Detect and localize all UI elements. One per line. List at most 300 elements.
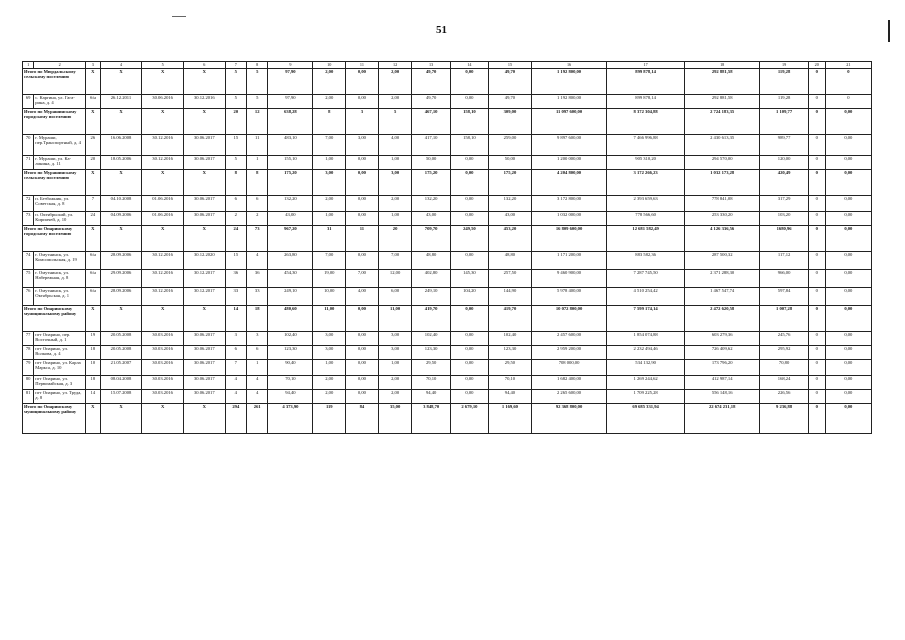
table-cell: 3 [225,332,246,346]
table-cell: 7,00 [346,270,379,288]
table-cell: 0,00 [450,390,488,404]
table-cell: 0 [808,252,825,270]
row-number-cell: 76 [23,288,34,306]
table-cell: 420,49 [760,170,808,196]
table-cell: 4 510 254,42 [607,288,685,306]
table-cell: 0,00 [450,156,488,170]
address-cell: п. Безбожник, ул. Советская, д. 8 [34,196,86,212]
table-cell: 2 371 288,30 [684,270,759,288]
table-cell: 24 [86,212,101,226]
table-cell: 2 [247,212,268,226]
table-cell: 7 466 996,88 [607,135,685,156]
header-number-cell: 11 [346,62,379,69]
table-cell: 69 685 331,94 [607,404,685,434]
table-cell: 1680,96 [760,226,808,252]
table-cell: 226,56 [760,390,808,404]
data-table [22,61,872,434]
edge-mark [888,20,890,42]
subtotal-row [23,109,872,135]
header-number-cell: 21 [825,62,871,69]
row-number-cell: 72 [23,196,34,212]
table-cell: 534 132,90 [607,360,685,376]
table-cell: 989,77 [760,135,808,156]
table-row [23,376,872,390]
table-cell: 2,00 [378,376,412,390]
table-row [23,346,872,360]
table-cell: 2 265 600,00 [531,390,606,404]
table-cell: 70,10 [268,376,313,390]
table-cell: 11,00 [313,306,346,332]
header-number-cell: 6 [183,62,225,69]
table-cell: 905 310,20 [607,156,685,170]
table-cell: 01.06.2016 [142,212,184,226]
table-cell: 0,00 [450,196,488,212]
row-number-cell: 77 [23,332,34,346]
table-cell: 467,10 [412,109,450,135]
table-cell: 49,70 [412,95,450,109]
table-cell: X [183,170,225,196]
row-number-cell: 75 [23,270,34,288]
table-cell: 155,10 [268,156,313,170]
table-cell: 292 881,58 [684,95,759,109]
table-cell: 899 878,14 [607,69,685,95]
table-cell: 14 [86,390,101,404]
row-number-cell: 80 [23,376,34,390]
address-cell: пгт Опарино, ул. Труда, д. 8 [34,390,86,404]
table-cell: 132,20 [412,196,450,212]
table-cell: 412 987,14 [684,376,759,390]
table-cell: 419,70 [489,306,532,332]
table-cell: 0,00 [450,360,488,376]
table-cell: 597,84 [760,288,808,306]
table-cell: 123,30 [489,346,532,360]
table-cell: 1 032 173,28 [684,170,759,196]
table-cell: 4,00 [378,135,412,156]
table-cell: 14 [225,306,246,332]
table-cell: 0,00 [346,332,379,346]
table-cell: 2,00 [313,95,346,109]
row-number-cell: 71 [23,156,34,170]
table-cell: 1,00 [378,156,412,170]
table-cell: 556 148,16 [684,390,759,404]
table-cell: 0,00 [346,376,379,390]
table-cell: 173 796,20 [684,360,759,376]
table-cell: 0 [808,332,825,346]
table-cell: 0,00 [346,69,379,95]
table-cell: 7,00 [313,252,346,270]
table-cell: X [183,404,225,434]
table-cell: 3 172 800,00 [531,196,606,212]
table-cell: 0,00 [450,346,488,360]
address-cell: пгт Опарино, пер. Восточный, д. 1 [34,332,86,346]
table-cell: 28.09.2006 [100,252,142,270]
table-cell: 0,00 [346,170,379,196]
table-cell: 8 [225,170,246,196]
table-cell: 33 [225,288,246,306]
table-cell: X [86,226,101,252]
table-cell: 5 978 400,00 [531,288,606,306]
table-cell: б/н [86,95,101,109]
table-cell: 0,00 [825,156,871,170]
table-cell: 0 [808,226,825,252]
table-cell: 883 582,36 [607,252,685,270]
table-cell: 261 [247,404,268,434]
table-cell: 48,80 [489,252,532,270]
table-cell: 30.12.2016 [142,270,184,288]
table-cell: 1,00 [378,360,412,376]
table-cell: 0,00 [346,252,379,270]
table-cell: 43,00 [268,212,313,226]
table-cell: 483,10 [268,135,313,156]
table-cell: 84 [346,404,379,434]
table-cell: 48,80 [412,252,450,270]
address-cell: пгт Опарино, ул. Карла Маркса, д. 10 [34,360,86,376]
table-cell: 123,30 [268,346,313,360]
table-cell: 0,00 [825,332,871,346]
row-number-cell: 79 [23,360,34,376]
table-cell: 0,00 [450,212,488,226]
table-cell: 3,00 [378,170,412,196]
table-cell: 2 393 659,63 [607,196,685,212]
table-cell: 123,30 [412,346,450,360]
table-cell: 30.03.2016 [142,360,184,376]
table-cell: 709,70 [412,226,450,252]
table-cell: 30.06.2017 [183,390,225,404]
table-cell: 6 [225,346,246,360]
table-cell: 0,00 [450,170,488,196]
table-cell: 33 [247,288,268,306]
table-cell: 26 [86,135,101,156]
subtotal-label: Итого по Мюрдальскому сельскому поселению [23,69,86,95]
table-cell: 50,00 [489,156,532,170]
table-cell: 1 709 225,28 [607,390,685,404]
table-cell: 9 897 600,00 [531,135,606,156]
table-cell: 1,00 [378,212,412,226]
table-row [23,270,872,288]
table-cell: X [142,226,184,252]
table-cell: 132,20 [268,196,313,212]
table-cell: 257,50 [489,270,532,288]
table-cell: 35,00 [378,404,412,434]
header-number-cell: 4 [100,62,142,69]
table-cell: 30.12.2016 [142,156,184,170]
table-cell: 0,00 [825,346,871,360]
table-cell: 402,80 [412,270,450,288]
header-number-cell: 18 [684,62,759,69]
table-cell: 1 682 400,00 [531,376,606,390]
table-cell: 0 [808,135,825,156]
table-cell: 49,70 [489,69,532,95]
table-cell: 5 [247,95,268,109]
table-cell: 119,28 [760,69,808,95]
row-number-cell: 81 [23,390,34,404]
table-cell: 30.06.2017 [183,196,225,212]
table-cell: 1 467 547,74 [684,288,759,306]
table-cell: 0,00 [450,306,488,332]
table-cell: X [100,170,142,196]
table-row [23,135,872,156]
table-cell: 1 200 000,00 [531,156,606,170]
subtotal-label: Итого по Опаринскому муниципальному району [23,306,86,332]
table-cell: X [86,170,101,196]
table-cell: 30.03.2016 [142,390,184,404]
table-cell: 4 204 800,00 [531,170,606,196]
address-cell: г. Омутнинск, ул. Октябрьская, д. 1 [34,288,86,306]
table-cell: 6 [247,196,268,212]
table-cell: 49,70 [489,95,532,109]
table-cell: 117,12 [760,252,808,270]
table-cell: 249,10 [268,288,313,306]
table-cell: 726 409,62 [684,346,759,360]
table-cell: 1 169,60 [489,404,532,434]
table-cell: 0,00 [825,288,871,306]
table-cell: 1,00 [313,156,346,170]
table-cell: 9 236,88 [760,404,808,434]
table-cell: б/н [86,288,101,306]
table-cell: 8 [247,170,268,196]
table-cell: 119,28 [760,95,808,109]
table-cell: 3,00 [313,332,346,346]
table-cell: 10,00 [313,288,346,306]
table-cell: 0,00 [346,95,379,109]
table-cell: 0 [808,170,825,196]
table-cell: 453,20 [489,226,532,252]
table-cell: 90,40 [268,360,313,376]
address-cell: г. Омутнинск, ул. Комсомольская, д. 19 [34,252,86,270]
subtotal-label: Итого по Мурашинскому сельскому поселению [23,170,86,196]
table-cell: 317,29 [760,196,808,212]
table-cell: X [86,404,101,434]
table-cell: 0 [808,196,825,212]
table-cell: 12 [247,109,268,135]
table-cell: 10 072 800,00 [531,306,606,332]
table-cell: 94,40 [412,390,450,404]
table-cell: 30.06.2017 [183,332,225,346]
table-cell: 0,00 [825,212,871,226]
table-cell: 778 841,08 [684,196,759,212]
table-cell: 1 192 800,00 [531,95,606,109]
header-number-cell: 19 [760,62,808,69]
subtotal-row [23,170,872,196]
table-cell: 16 809 600,00 [531,226,606,252]
table-cell: 603 279,36 [684,332,759,346]
table-cell: 0,00 [450,95,488,109]
table-cell: 9 460 900,00 [531,270,606,288]
table-cell: 0,00 [825,252,871,270]
address-cell: пгт Опарино, ул. Первомайская, д. 3 [34,376,86,390]
table-cell: 175,20 [268,170,313,196]
table-cell: 18 [86,346,101,360]
table-cell: X [142,404,184,434]
table-cell: 18 [247,306,268,332]
table-cell: 30.12.2016 [142,288,184,306]
table-cell: 30.03.2016 [142,332,184,346]
header-number-cell: 17 [607,62,685,69]
table-cell: 30.03.2016 [142,376,184,390]
table-cell: 30.12.2017 [183,288,225,306]
subtotal-row [23,226,872,252]
page-number: 51 [436,24,447,36]
table-cell: 18.05.2006 [100,156,142,170]
table-row [23,332,872,346]
table-cell: 778 566,60 [607,212,685,226]
table-cell: 30.03.2016 [142,346,184,360]
table-cell: 638,28 [268,109,313,135]
table-cell: 6,00 [378,288,412,306]
table-cell: 4 [225,376,246,390]
table-cell: 30.06.2017 [183,360,225,376]
table-cell: 292 881,58 [684,69,759,95]
table-cell: X [100,404,142,434]
table-cell: 30.06.2017 [183,135,225,156]
table-cell: 417,10 [412,135,450,156]
header-number-cell: 20 [808,62,825,69]
table-cell: 73 [247,226,268,252]
table-body [23,62,872,434]
table-cell: 15 [225,135,246,156]
table-cell: 967,20 [268,226,313,252]
table-cell: 480,60 [268,306,313,332]
table-cell: X [142,170,184,196]
address-cell: г. Мураши, ул. Ка-линина, д. 11 [34,156,86,170]
table-cell: 49,70 [412,69,450,95]
table-cell: 1 109,77 [760,109,808,135]
table-cell: 2,00 [313,390,346,404]
address-cell: г. Мураши, пер.Транспортный, д. 4 [34,135,86,156]
table-cell: 103,20 [760,212,808,226]
header-number-cell: 16 [531,62,606,69]
table-cell: 4 [225,390,246,404]
table-cell: 145,30 [450,270,488,288]
table-cell: 11 [247,135,268,156]
table-cell: 20.05.2008 [100,346,142,360]
table-cell: 18 [86,376,101,390]
table-cell: 20.05.2008 [100,332,142,346]
table-cell: 0,00 [346,196,379,212]
table-cell: 249,10 [412,288,450,306]
table-cell: 3 172 266,23 [607,170,685,196]
table-cell: 249,50 [450,226,488,252]
header-number-cell: 8 [247,62,268,69]
table-cell: 2,00 [378,95,412,109]
table-cell: 7 599 174,14 [607,306,685,332]
table-cell: 01.06.2016 [142,196,184,212]
table-cell: 2 724 183,35 [684,109,759,135]
subtotal-label: Итого по Опаринскому муниципальному району [23,404,86,434]
table-cell: 50,00 [412,156,450,170]
table-cell: 2,00 [313,376,346,390]
table-cell: 36 [225,270,246,288]
header-number-cell: 1 [23,62,34,69]
table-cell: 245,76 [760,332,808,346]
table-cell: 259,00 [489,135,532,156]
table-cell: 43,00 [412,212,450,226]
subtotal-row [23,69,872,95]
table-cell: 0 [808,404,825,434]
table-cell: 158,10 [450,135,488,156]
table-cell: 30.06.2017 [183,156,225,170]
table-cell: 0,00 [825,306,871,332]
table-cell: 30.12.2016 [142,135,184,156]
table-cell: 3 [346,109,379,135]
table-cell: 3,00 [346,135,379,156]
table-cell: 20 [225,109,246,135]
table-cell: 0 [808,306,825,332]
table-cell: 175,20 [489,170,532,196]
table-cell: 0 [808,288,825,306]
table-cell: 97,90 [268,69,313,95]
table-cell: 0,00 [825,226,871,252]
table-cell: 28.09.2006 [100,288,142,306]
table-cell: 29,50 [489,360,532,376]
table-cell: 11 [346,226,379,252]
header-number-row [23,62,872,69]
table-cell: X [86,306,101,332]
table-cell: 8 [313,109,346,135]
table-cell: 0 [808,270,825,288]
table-row [23,252,872,270]
table-cell: 1 192 800,00 [531,69,606,95]
table-cell: 30.12.2016 [142,252,184,270]
table-cell: 43,00 [489,212,532,226]
table-cell: 2 [225,212,246,226]
table-cell: 0,00 [346,346,379,360]
table-cell: 294 [225,404,246,434]
table-cell: 0,00 [825,270,871,288]
table-cell: 0,00 [825,196,871,212]
header-number-cell: 7 [225,62,246,69]
table-cell: 104,20 [450,288,488,306]
table-cell: 97,90 [268,95,313,109]
table-cell: 0 [808,69,825,95]
table-cell: 1,00 [313,360,346,376]
table-cell: 0 [808,212,825,226]
subtotal-label: Итого по Мурашинскому городскому поселению [23,109,86,135]
table-cell: 4 [247,252,268,270]
table-cell: 0 [808,390,825,404]
table-cell: 08.04.2008 [100,376,142,390]
header-number-cell: 14 [450,62,488,69]
table-cell: 26.12.2011 [100,95,142,109]
table-cell: 10 [86,360,101,376]
row-number-cell: 74 [23,252,34,270]
table-row [23,156,872,170]
table-cell: 175,20 [412,170,450,196]
table-cell: X [183,69,225,95]
table-cell: 11,00 [378,306,412,332]
header-number-cell: 5 [142,62,184,69]
table-cell: 144,90 [489,288,532,306]
table-cell: 29,50 [412,360,450,376]
table-cell: 0 [808,109,825,135]
table-cell: 132,20 [489,196,532,212]
table-cell: 1 [247,360,268,376]
table-cell: 1 269 244,62 [607,376,685,390]
subtotal-row [23,306,872,332]
top-dash-mark [172,16,186,17]
table-cell: 0 [808,346,825,360]
table-cell: 70,80 [760,360,808,376]
table-cell: 0,00 [346,306,379,332]
table-cell: 8 372 304,88 [607,109,685,135]
table-cell: 0 [825,95,871,109]
table-cell: X [100,226,142,252]
table-row [23,95,872,109]
table-cell: 20 [378,226,412,252]
table-cell: 295,92 [760,346,808,360]
table-cell: 899 878,14 [607,95,685,109]
table-cell: 0,00 [825,376,871,390]
